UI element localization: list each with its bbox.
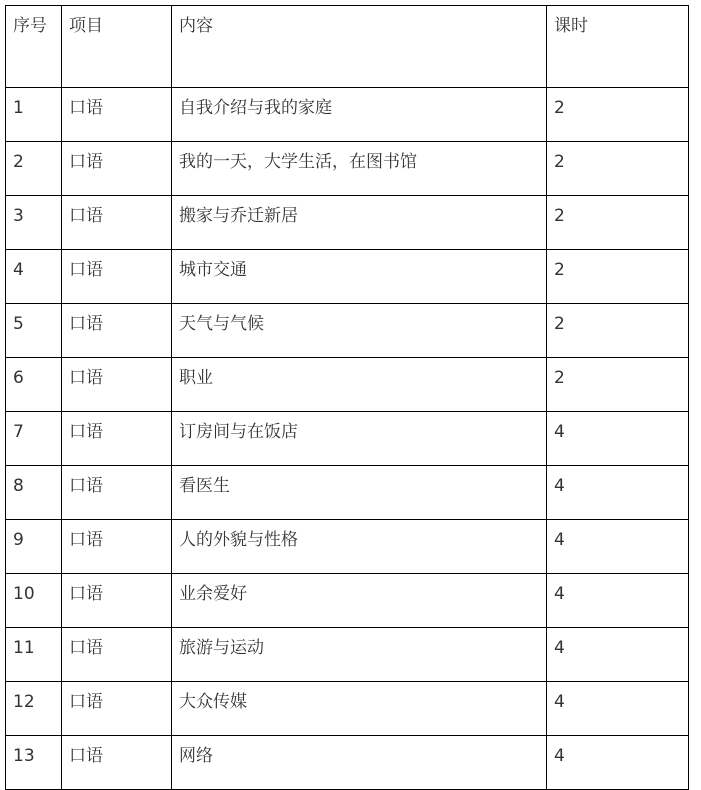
content-value: 网络 — [179, 746, 213, 766]
content-value: 业余爱好 — [179, 584, 247, 604]
table-row — [6, 628, 689, 682]
cell-hours — [547, 520, 689, 574]
content-value: 城市交通 — [179, 260, 247, 280]
hours-value: 4 — [554, 692, 565, 712]
cell-item — [62, 682, 172, 736]
cell-no — [6, 736, 62, 790]
cell-hours — [547, 574, 689, 628]
content-value: 职业 — [179, 368, 213, 388]
hours-value: 4 — [554, 422, 565, 442]
cell-item — [62, 250, 172, 304]
item-value: 口语 — [69, 368, 103, 388]
header-cell-no — [6, 6, 62, 88]
cell-content — [172, 358, 547, 412]
cell-hours — [547, 358, 689, 412]
cell-content — [172, 196, 547, 250]
content-value: 看医生 — [179, 476, 230, 496]
no-value: 8 — [13, 476, 24, 496]
item-value: 口语 — [69, 638, 103, 658]
no-value: 2 — [13, 152, 24, 172]
item-value: 口语 — [69, 98, 103, 118]
header-cell-item — [62, 6, 172, 88]
cell-content — [172, 466, 547, 520]
cell-hours — [547, 466, 689, 520]
cell-content — [172, 736, 547, 790]
hours-value: 4 — [554, 746, 565, 766]
cell-no — [6, 142, 62, 196]
table-row — [6, 142, 689, 196]
no-value: 1 — [13, 98, 24, 118]
cell-no — [6, 412, 62, 466]
item-value: 口语 — [69, 152, 103, 172]
header-cell-content — [172, 6, 547, 88]
table-header-row — [6, 6, 689, 88]
item-value: 口语 — [69, 584, 103, 604]
item-value: 口语 — [69, 260, 103, 280]
item-value: 口语 — [69, 692, 103, 712]
header-no-label: 序号 — [13, 16, 47, 36]
cell-content — [172, 412, 547, 466]
no-value: 7 — [13, 422, 24, 442]
cell-item — [62, 736, 172, 790]
hours-value: 2 — [554, 314, 565, 334]
cell-no — [6, 628, 62, 682]
header-item-label: 项目 — [69, 16, 103, 36]
table-body — [6, 6, 689, 790]
cell-item — [62, 358, 172, 412]
table-row — [6, 682, 689, 736]
cell-no — [6, 466, 62, 520]
table-row — [6, 574, 689, 628]
header-hours-label: 课时 — [554, 16, 588, 36]
item-value: 口语 — [69, 422, 103, 442]
content-value: 旅游与运动 — [179, 638, 264, 658]
hours-value: 2 — [554, 152, 565, 172]
cell-content — [172, 628, 547, 682]
content-value: 天气与气候 — [179, 314, 264, 334]
cell-content — [172, 88, 547, 142]
cell-item — [62, 574, 172, 628]
cell-no — [6, 304, 62, 358]
cell-hours — [547, 682, 689, 736]
cell-hours — [547, 142, 689, 196]
cell-content — [172, 142, 547, 196]
cell-content — [172, 574, 547, 628]
content-value: 大众传媒 — [179, 692, 247, 712]
course-table — [5, 5, 689, 790]
no-value: 5 — [13, 314, 24, 334]
hours-value: 2 — [554, 368, 565, 388]
cell-item — [62, 412, 172, 466]
item-value: 口语 — [69, 530, 103, 550]
cell-hours — [547, 304, 689, 358]
cell-item — [62, 196, 172, 250]
cell-hours — [547, 196, 689, 250]
item-value: 口语 — [69, 206, 103, 226]
table-row — [6, 520, 689, 574]
cell-no — [6, 520, 62, 574]
header-content-label: 内容 — [179, 16, 213, 36]
content-value: 自我介绍与我的家庭 — [179, 98, 332, 118]
table-row — [6, 196, 689, 250]
no-value: 12 — [13, 692, 35, 712]
cell-hours — [547, 736, 689, 790]
content-value: 我的一天，大学生活，在图书馆 — [179, 152, 417, 172]
hours-value: 4 — [554, 530, 565, 550]
cell-content — [172, 520, 547, 574]
hours-value: 2 — [554, 206, 565, 226]
table-row — [6, 358, 689, 412]
cell-no — [6, 196, 62, 250]
no-value: 11 — [13, 638, 35, 658]
hours-value: 4 — [554, 638, 565, 658]
no-value: 10 — [13, 584, 35, 604]
cell-no — [6, 682, 62, 736]
table-row — [6, 88, 689, 142]
hours-value: 4 — [554, 584, 565, 604]
cell-content — [172, 304, 547, 358]
item-value: 口语 — [69, 746, 103, 766]
no-value: 4 — [13, 260, 24, 280]
no-value: 3 — [13, 206, 24, 226]
hours-value: 2 — [554, 260, 565, 280]
cell-item — [62, 466, 172, 520]
table-row — [6, 304, 689, 358]
cell-item — [62, 88, 172, 142]
cell-content — [172, 682, 547, 736]
cell-no — [6, 250, 62, 304]
cell-no — [6, 358, 62, 412]
course-schedule-sheet — [5, 5, 689, 790]
cell-item — [62, 142, 172, 196]
table-row — [6, 250, 689, 304]
cell-item — [62, 628, 172, 682]
cell-hours — [547, 628, 689, 682]
no-value: 13 — [13, 746, 35, 766]
no-value: 9 — [13, 530, 24, 550]
hours-value: 4 — [554, 476, 565, 496]
item-value: 口语 — [69, 476, 103, 496]
content-value: 人的外貌与性格 — [179, 530, 298, 550]
hours-value: 2 — [554, 98, 565, 118]
table-row — [6, 412, 689, 466]
cell-item — [62, 520, 172, 574]
item-value: 口语 — [69, 314, 103, 334]
header-cell-hours — [547, 6, 689, 88]
table-row — [6, 466, 689, 520]
cell-no — [6, 574, 62, 628]
cell-hours — [547, 88, 689, 142]
cell-no — [6, 88, 62, 142]
cell-content — [172, 250, 547, 304]
cell-item — [62, 304, 172, 358]
content-value: 订房间与在饭店 — [179, 422, 298, 442]
table-row — [6, 736, 689, 790]
cell-hours — [547, 412, 689, 466]
no-value: 6 — [13, 368, 24, 388]
cell-hours — [547, 250, 689, 304]
content-value: 搬家与乔迁新居 — [179, 206, 298, 226]
